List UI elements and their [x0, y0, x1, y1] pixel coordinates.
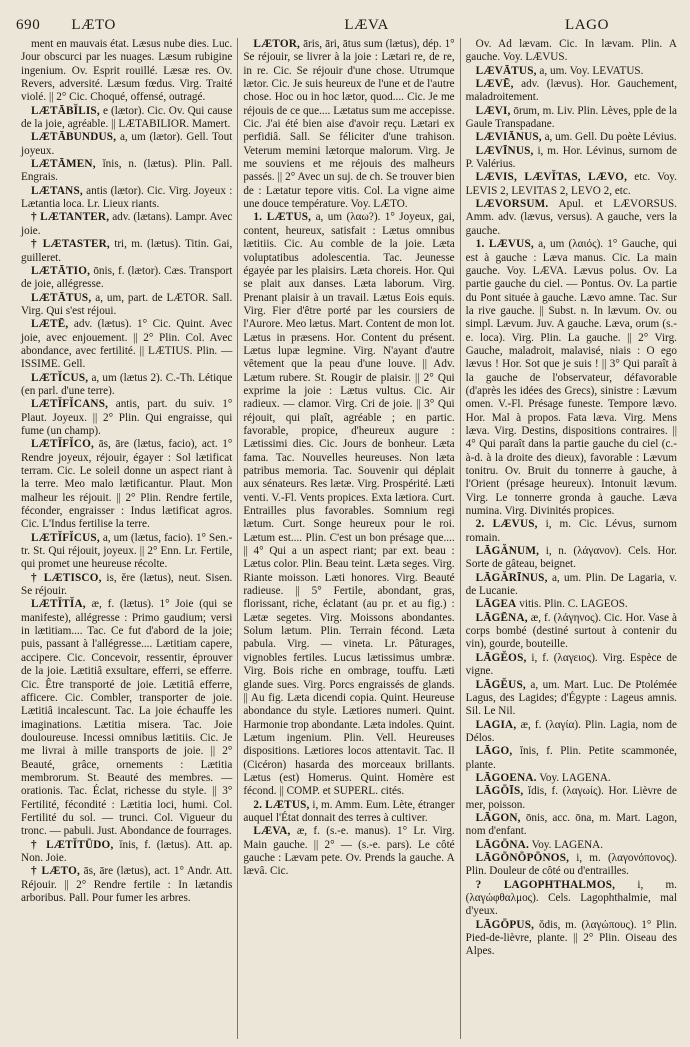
entry-text: ĭdis, f. (λαγωίς). Hor. Lièvre de mer, poisson.	[465, 785, 677, 811]
entry-headword: † LÆTANTER,	[31, 211, 110, 224]
entry-text: i, m. Cic. Lévus, surnom romain.	[465, 518, 677, 544]
dictionary-entry	[21, 211, 232, 238]
entry-headword: LÆTĒ,	[31, 318, 69, 331]
dictionary-entry	[466, 652, 677, 679]
entry-headword: LÆTĬFĬCANS,	[31, 398, 109, 411]
dictionary-entry	[466, 598, 677, 611]
entry-text: ōrum, m. Liv. Plin. Lèves, pple de la Gaule Transpadane.	[465, 104, 677, 131]
entry-text: æ, f. (lætus). 1° Joie (qui se manifeste), allégresse : Primo gaudium; versi in lætitiam.... Tac. Ce fut d'abord de la joie; puis, passant à l'allégresse.... Lætitiam capere, accipere. Cic. Concevoir, ressentir, éprouver de la joie. Lætitiâ exsultare, efferri, se efferre. Cic. Être transporté de joie. Lætitiâ efferre, afficere. Cic. Combler, transporter de joie. Lætitiâ incalescunt. Tac. La joie échauffe les imaginations. Lætitia misera. Tac. Joie douloureuse. Incessi omnibus lætitiis. Cic. Je me livrai à mille transports de joie. || 2° Beauté, grâce, ornements : Lætitia membrorum. St. Beauté des membres. — orationis. Tac. Éclat, richesse du style. || 3° Fertilité, fécondité : Lætitia loci, humi. Col. Fertilité du sol. — trunci. Col. Vigueur du tronc. — pabuli. Just. Abondance de fourrages.	[21, 598, 233, 838]
entry-text: ōnis, acc. ōna, m. Mart. Lagon, nom d'enfant.	[465, 811, 677, 838]
entry-text: a, um. Voy. LEVATUS.	[539, 64, 644, 77]
dictionary-entry	[466, 545, 677, 572]
entry-text: antis, part. du suiv. 1° Plaut. Joyeux. || 2° Plin. Qui engraisse, qui fume (un champ).	[21, 398, 233, 437]
entry-headword: LÆTĬTĬA,	[31, 598, 86, 611]
entry-text: i, m. (λαγονόπονος). Plin. Douleur de côté ou d'entrailles.	[465, 851, 677, 878]
dictionary-entry	[466, 612, 677, 652]
entry-text: ment en mauvais état. Læsus nube dies. Luc. Jour obscurci par les nuages. Læsum rubigine ingenium. Ov. Esprit rouillé. Læsæ res. Ov. Revers, adversité. Læsum fœdus. Virg. Traité violé. || 2° Cic. Choqué, offensé, outragé.	[21, 38, 233, 104]
dictionary-entry	[466, 852, 677, 879]
entry-text: vitis. Plin. C. LAGEOS.	[519, 598, 628, 611]
entry-text: æ, f. (λαγία). Plin. Lagia, nom de Délos.	[465, 718, 677, 744]
entry-text: ĭnis, n. (lætus). Plin. Pall. Engrais.	[21, 158, 233, 184]
running-head-right: LAGO	[564, 16, 610, 33]
entry-text: etc. Voy. LEVIS 2, LEVITAS 2, LEVO 2, etc.	[465, 171, 677, 197]
entry-headword: LĀGĔOS,	[475, 651, 527, 664]
running-head-left: LÆTO	[71, 16, 116, 33]
entry-text: ĭnis, f. (lætus). Att. ap. Non. Joie.	[21, 838, 233, 864]
entry-headword: LĀGŌNŌPŌNOS,	[475, 851, 570, 864]
entry-text: i, f. (λαγειος). Virg. Espèce de vigne.	[465, 651, 677, 678]
entry-headword: LÆVĪNUS,	[475, 144, 534, 157]
dictionary-entry	[21, 438, 232, 531]
dictionary-entry	[466, 198, 677, 238]
entry-headword: 1. LÆVUS,	[475, 238, 534, 251]
entry-text: is, ĕre (lætus), neut. Sisen. Se réjouir.	[21, 571, 233, 598]
dictionary-entry	[21, 238, 232, 265]
entry-text: a, um. Plin. De Lagaria, v. de Lucanie.	[465, 571, 677, 598]
entry-headword: 2. LÆVUS,	[475, 518, 538, 531]
dictionary-entry	[21, 158, 232, 185]
entry-text: antis (lætor). Cic. Virg. Joyeux : Lætantia loca. Lr. Lieux riants.	[21, 184, 233, 211]
dictionary-entry	[466, 145, 677, 172]
dictionary-entry	[466, 38, 677, 65]
dictionary-entry	[243, 211, 454, 798]
entry-text: ās, āre (lætus, facio), act. 1° Rendre joyeux, réjouir, égayer : Sol lætificat terram. Cic. Le soleil donne un aspect riant à la terre. Meo malo lætificantur. Plaut. Mon malheur les réjouit. || 2° Plin. Rendre fertile, féconder, engraisser : Indus lætificat agros. Cic. L'Indus fertilise la terre.	[21, 438, 233, 531]
entry-headword: LĀGĔUS,	[475, 678, 526, 691]
dictionary-entry	[243, 799, 454, 826]
entry-text: i, m. Hor. Lévinus, surnom de P. Valérius.	[465, 144, 677, 171]
dictionary-entry	[466, 78, 677, 105]
entry-headword: LÆTOR,	[253, 38, 301, 50]
entry-headword: LÆVIĀNUS,	[475, 131, 542, 144]
dictionary-entry	[21, 38, 232, 105]
entry-text: ĭnis, f. Plin. Petite scammonée, plante.	[465, 745, 677, 771]
entry-text: æ, f. (s.-e. manus). 1° Lr. Virg. Main gauche. || 2° — (s.-e. pars). Le côté gauche : Lævam pete. Ov. Prends la gauche. A lævâ. Cic.	[243, 825, 455, 878]
dictionary-entry	[466, 238, 677, 518]
entry-text: Apul. et LÆVORSUS. Amm. adv. (lævus, versus). A gauche, vers la gauche.	[465, 198, 677, 237]
entry-headword: LÆTĬCUS,	[31, 371, 89, 384]
dictionary-entry	[466, 171, 677, 198]
entry-headword: LÆTĀBUNDUS,	[31, 131, 117, 144]
entry-text: i, n. (λάγανον). Cels. Hor. Sorte de gâteau, beignet.	[465, 545, 677, 571]
entry-text: ŏdis, m. (λαγώπους). 1° Plin. Pied-de-lièvre, plante. || 2° Plin. Oiseau des Alpes.	[465, 918, 677, 958]
entry-headword: LĀGEA	[475, 598, 517, 611]
dictionary-entry	[21, 131, 232, 158]
entry-headword: LÆVORSUM.	[475, 198, 549, 211]
dictionary-entry	[21, 105, 232, 132]
entry-headword: LÆVĒ,	[475, 78, 514, 91]
text-columns	[16, 38, 682, 1039]
entry-headword: LÆVA,	[253, 825, 291, 838]
entry-text: a, um (lætus 2). C.-Th. Létique (en parl. d'une terre).	[21, 371, 233, 397]
entry-headword: LÆTĀTIO,	[31, 264, 91, 277]
dictionary-entry	[21, 532, 232, 572]
dictionary-entry	[21, 185, 232, 212]
entry-headword: LĀGĒNA,	[475, 611, 528, 624]
entry-headword: LÆTĬFĬCUS,	[31, 531, 100, 544]
entry-text: ōnis, f. (lætor). Cæs. Transport de joie, allégresse.	[21, 264, 233, 291]
entry-headword: LÆVI,	[475, 104, 511, 117]
entry-headword: LÆTĀBĬLIS,	[31, 104, 100, 117]
dictionary-entry	[466, 745, 677, 772]
entry-headword: † LÆTĬTŪDO,	[31, 838, 114, 851]
entry-text: adv. (lætans). Lampr. Avec joie.	[21, 211, 233, 237]
entry-headword: LÆVIS, LÆVĬTAS, LÆVO,	[475, 171, 628, 184]
entry-text: Voy. LAGENA.	[531, 838, 604, 851]
entry-headword: LĀGĂNUM,	[475, 545, 540, 558]
entry-headword: † LÆTISCO,	[31, 571, 102, 584]
entry-text: a, um (λαω?). 1° Joyeux, gai, content, heureux, satisfait : Lætus omnibus lætitiis. Cic. Au comble de la joie. Læta voluptatibus adolescentia. Tac. Jeunesse égayée par les plaisirs. Læta choreis. Hor. Qui se plait aux danses. Læta laborum. Virg. Prenant plaisir à un travail. Lætus Eois equis. Virg. Fier d'être porté par les coursiers de l'Aurore. Meo lætus. Mart. Content de mon lot. Lætus in præsens. Hor. Content du présent. Lætus lupæ legmine. Virg. N'ayant d'autre vêtement que la peau d'une louve. || Adv. Lætum rubere. St. Rougir de plaisir. || 2° Qui exprime la joie : Lætus vultus. Cic. Air radieux. — clamor. Virg. Cri de joie. || 3° Qui réjouit, qui plaît, agréable ; en partic. favorable, propice, d'heureux augure : Lætissimi dies. Cic. Jours de bonheur. Læta fama. Tac. Nouvelles heureuses. Non læta patribus memoria. Tac. Souvenir qui déplait aux sénateurs. Res lætæ. Virg. Prospérité. Læti venti. V.-Fl. Vents propices. Exta lætiora. Curt. Entrailles plus favorables. Somnium regi lætum. Curt. Songe heureux pour le roi. Lætum est.... Plin. C'est un bon présage que.... || 4° Qui a un aspect riant; par ext. beau : Lætus color. Plin. Beau teint. Læta seges. Virg. Riante moisson. Læti honores. Virg. Beauté radieuse. || 5° Fertile, abondant, gras, florissant, riche, éclatant (au pr. et au fig.) : Lætæ segetes. Virg. Moissons abondantes. Solum lætum. Plin. Terrain fécond. Læta pabula. Virg. — vineta. Lr. Pâturages, vignobles fertiles. Lucus lætissimus umbræ. Virg. Bois riche en ombrage, touffu. Læti glande sues. Virg. Porcs engraissés de glands. || Au fig. Læta dicendi copia. Quint. Heureuse abondance du style. Lætiores numeri. Quint. Harmonie trop abondante. Læta indoles. Quint. Lætum ingenium. Plin. Vell. Heureuses dispositions. Lætiores locos attentavit. Tac. Il (Cicéron) hasarda des morceaux brillants. Lætus (est) Homerus. Quint. Homère est fécond. || COMP. et SUPERL. cités.	[243, 211, 455, 798]
entry-headword: LÆTĀTUS,	[31, 291, 92, 304]
entry-text: Ov. Ad lævam. Cic. In lævam. Plin. A gauche. Voy. LÆVUS.	[465, 38, 677, 64]
entry-text: ās, āre (lætus), act. 1° Andr. Att. Réjouir. || 2° Rendre fertile : In lætandis arboribus. Pall. Pour fumer les arbres.	[21, 865, 233, 904]
entry-headword: 1. LÆTUS,	[253, 211, 312, 224]
dictionary-entry	[21, 265, 232, 292]
dictionary-entry	[466, 719, 677, 746]
column-2	[237, 38, 459, 1039]
entry-headword: LĀGŌĪS,	[475, 785, 524, 798]
entry-headword: LÆVĀTUS,	[475, 64, 537, 77]
dictionary-entry	[21, 398, 232, 438]
entry-headword: LĀGŌPUS,	[475, 918, 535, 931]
entry-headword: LÆTANS,	[31, 184, 83, 197]
entry-headword: LĀGŌNA.	[475, 838, 529, 851]
entry-text: adv. (lætus). 1° Cic. Quint. Avec joie, avec enjouement. || 2° Plin. Col. Avec abondance, avec fertilité. || LÆTIUS. Plin. — ISSIME. Gell.	[21, 318, 233, 371]
dictionary-entry	[466, 785, 677, 812]
entry-text: a, um. Mart. Luc. De Ptolémée Lagus, des Lagides; d'Égypte : Lageus amnis. Sil. Le Nil.	[465, 678, 677, 718]
entry-text: a, um (lætus, facio). 1° Sen.-tr. St. Qui réjouit, joyeux. || 2° Enn. Lr. Fertile, qui promet une heureuse récolte.	[21, 531, 233, 571]
entry-headword: LĀGO,	[475, 745, 513, 758]
entry-headword: † LÆTO,	[31, 865, 80, 878]
dictionary-entry	[466, 105, 677, 132]
dictionary-entry	[21, 318, 232, 371]
entry-text: a, um (lætor). Gell. Tout joyeux.	[21, 131, 233, 157]
entry-text: i, m. Amm. Eum. Lète, étranger auquel l'État donnait des terres à cultiver.	[243, 798, 455, 824]
entry-text: Voy. LAGENA.	[539, 771, 611, 784]
entry-text: i, m. (λαγώφθαλμος). Cels. Lagophthalmie, mal d'yeux.	[465, 878, 677, 918]
dictionary-entry	[466, 812, 677, 839]
page-header	[16, 14, 682, 36]
entry-headword: 2. LÆTUS,	[253, 798, 310, 811]
dictionary-entry	[21, 292, 232, 319]
running-head-center: LÆVA	[344, 16, 389, 33]
entry-text: tri, m. (lætus). Titin. Gai, guilleret.	[21, 238, 233, 264]
column-1	[16, 38, 237, 1039]
entry-headword: ? LAGOPHTHALMOS,	[475, 878, 616, 891]
dictionary-entry	[466, 772, 677, 785]
entry-headword: LÆTĬFĬCO,	[31, 438, 95, 451]
entry-headword: LĀGĂRĪNUS,	[475, 571, 548, 584]
dictionary-entry	[466, 679, 677, 719]
dictionary-entry	[21, 598, 232, 838]
dictionary-entry	[466, 919, 677, 959]
dictionary-entry	[466, 518, 677, 545]
entry-headword: LAGIA,	[475, 718, 517, 731]
dictionary-entry	[466, 65, 677, 78]
entry-text: a, um, part. de LÆTOR. Sall. Virg. Qui s'est réjoui.	[21, 291, 233, 317]
column-3	[460, 38, 682, 1039]
dictionary-entry	[21, 372, 232, 399]
dictionary-entry	[21, 865, 232, 905]
entry-text: a, um (λαιός). 1° Gauche, qui est à gauche : Læva manus. Cic. La main gauche. Voy. LÆVA. Lævus polus. Ov. La partie gauche du ciel. — Pontus. Ov. La partie du Pont située à gauche. Lævo amne. Tac. Sur la rive gauche. || Subst. n. In lævum. Ov. ou simpl. Lævum. Juv. A gauche. Læva, orum (s.-e. loca). Virg. Plin. La gauche. || 2° Virg. Gauche, maladroit, malavisé, niais : O ego lævus ! Hor. Sot que je suis ! || 3° Qui paraît à la gauche de l'observateur, défavorable (d'après les idées des Grecs), sinistre : Lævum omen. V.-Fl. Présage funeste. Tempore lævo. Hor. Mal à propos. Fata læva. Virg. Mens læva. Virg. Destins, dispositions contraires. || 4° Qui paraît dans la partie gauche du ciel (c.-à-d. à la droite des dieux), favorable : Lævum tonitru. Ov. Bruit du tonnerre à gauche, à l'Orient (présage heureux). Intonuit lævum. Virg. Le tonnerre gronda à gauche. Læva numina. Virg. Divinités propices.	[465, 238, 677, 518]
dictionary-entry	[243, 825, 454, 878]
entry-text: āris, āri, ātus sum (lætus), dép. 1° Se réjouir, se livrer à la joie : Lætari re, de re, in re. Cic. Se réjouir d'une chose. Utrumque lætor. Cic. Je suis heureux de l'une et de l'autre chose. Hoc ou in hoc lætor, quod.... Cic. Je me réjouis de ce que.... Lætatus sum me accepisse. Cic. J'ai été bien aise d'avoir reçu. Lætari ex perfidiâ. Sall. Se féliciter d'une trahison. Veterum memini lætorque malorum. Virg. Je me souviens et me réjouis des malheurs passés. || 2° Avec un suj. de ch. Se trouver bien de : Lætatur tepore vitis. Col. La vigne aime une douce température. Voy. LÆTO.	[243, 38, 455, 211]
dictionary-entry	[243, 38, 454, 211]
entry-headword: † LÆTASTER,	[31, 238, 110, 251]
page-number: 690	[16, 16, 41, 33]
entry-headword: LĀGOENA.	[475, 771, 537, 784]
entry-text: a, um. Gell. Du poète Lévius.	[544, 131, 677, 144]
dictionary-entry	[21, 839, 232, 866]
dictionary-entry	[466, 839, 677, 852]
dictionary-entry	[466, 572, 677, 599]
dictionary-entry	[466, 131, 677, 144]
entry-headword: LĀGON,	[475, 811, 521, 824]
entry-text: adv. (lævus). Hor. Gauchement, maladroitement.	[465, 78, 677, 104]
entry-text: æ, f. (λάγηνος). Cic. Hor. Vase à corps bombé (destiné surtout à contenir du vin), gourde, bouteille.	[465, 611, 677, 651]
entry-text: e (lætor). Cic. Ov. Qui cause de la joie, agréable. || LÆTABILIOR. Mamert.	[21, 104, 233, 131]
dictionary-entry	[466, 879, 677, 919]
entry-headword: LÆTĀMEN,	[31, 158, 96, 171]
dictionary-entry	[21, 572, 232, 599]
